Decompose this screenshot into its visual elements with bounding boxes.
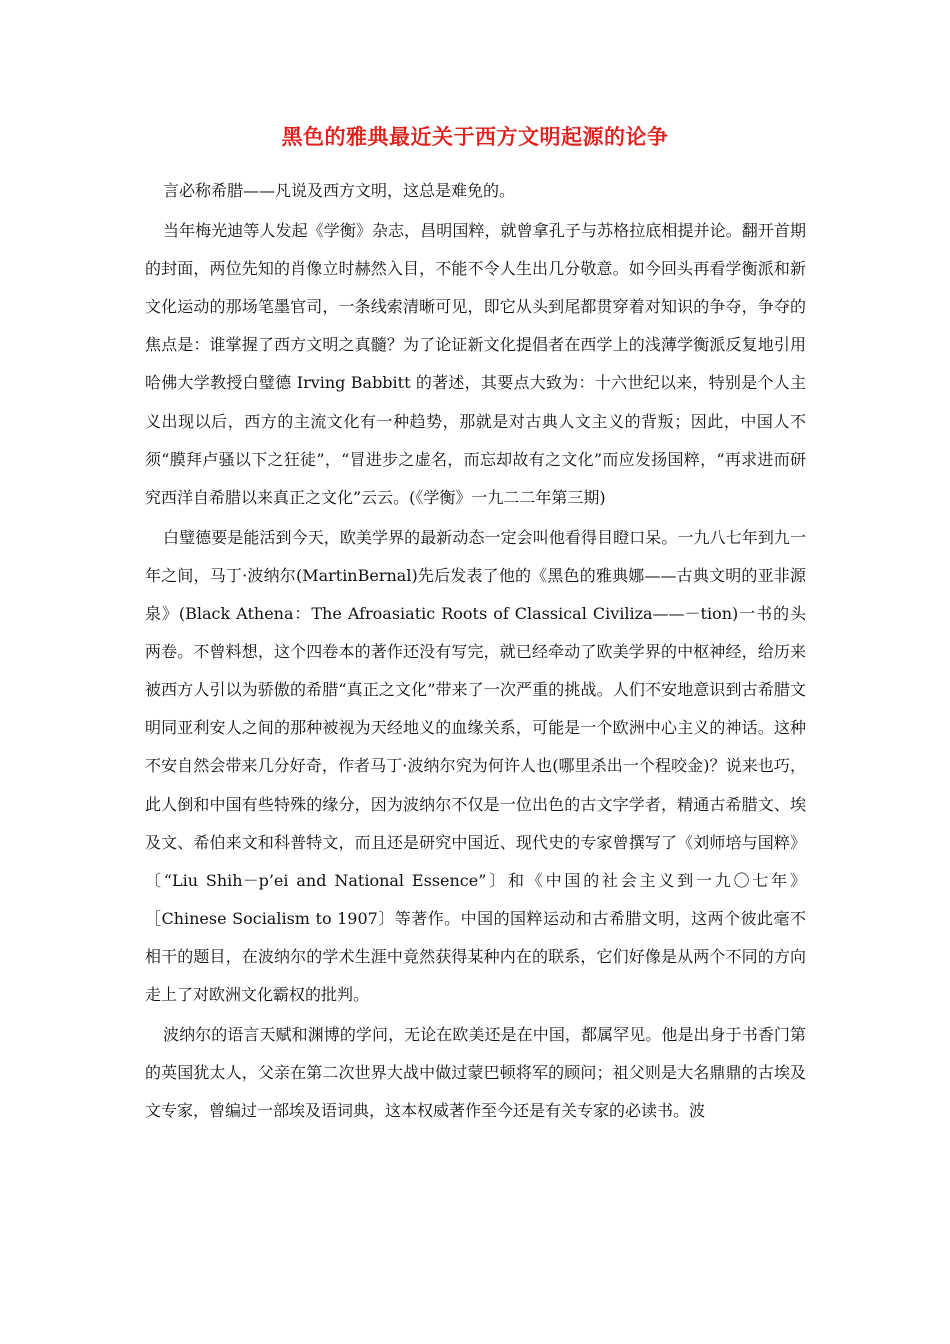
paragraph: 白璧德要是能活到今天，欧美学界的最新动态一定会叫他看得目瞪口呆。一九八七年到九一年之间，马丁·波纳尔(MartinBernal)先后发表了他的《黑色的雅典娜——古典文明的亚非源泉》(Black Athena：The Afroasiatic Roots of Classical Civiliza——－tion)一书的头两卷。不曾料想，这个四卷本的著作还没有写完，就已经牵动了欧美学界的中枢神经，给历来被西方人引以为骄傲的希腊“真正之文化”带来了一次严重的挑战。人们不安地意识到古希腊文明同亚利安人之间的那种被视为天经地义的血缘关系，可能是一个欧洲中心主义的神话。这种不安自然会带来几分好奇，作者马丁·波纳尔究为何许人也(哪里杀出一个程咬金)？说来也巧，此人倒和中国有些特殊的缘分，因为波纳尔不仅是一位出色的古文字学者，精通古希腊文、埃及文、希伯来文和科普特文，而且还是研究中国近、现代史的专家曾撰写了《刘师培与国粹》〔“Liu Shih－p’ei and National Essence”〕和《中国的社会主义到一九〇七年》［Chinese Socialism to 1907〕等著作。中国的国粹运动和古希腊文明，这两个彼此毫不相干的题目，在波纳尔的学术生涯中竟然获得某种内在的联系，它们好像是从两个不同的方向走上了对欧洲文化霸权的批判。 — [145, 527, 806, 1004]
paragraph: 波纳尔的语言天赋和渊博的学问，无论在欧美还是在中国，都属罕见。他是出身于书香门第的英国犹太人，父亲在第二次世界大战中做过蒙巴顿将军的顾问；祖父则是大名鼎鼎的古埃及文专家，曾编过一部埃及语词典，这本权威著作至今还是有关专家的必读书。波 — [145, 1025, 806, 1121]
paragraph: 言必称希腊——凡说及西方文明，这总是难免的。 — [163, 181, 516, 200]
document-body — [145, 172, 806, 1132]
document-title: 黑色的雅典最近关于西方文明起源的论争 — [281, 124, 669, 149]
paragraph: 当年梅光迪等人发起《学衡》杂志，昌明国粹，就曾拿孔子与苏格拉底相提并论。翻开首期的封面，两位先知的肖像立时赫然入目，不能不令人生出几分敬意。如今回头再看学衡派和新文化运动的那场笔墨官司，一条线索清晰可见，即它从头到尾都贯穿着对知识的争夺，争夺的焦点是：谁掌握了西方文明之真髓？为了论证新文化提倡者在西学上的浅薄学衡派反复地引用哈佛大学教授白璧德 Irving Babbitt 的著述，其要点大致为：十六世纪以来，特别是个人主义出现以后，西方的主流文化有一种趋势，那就是对古典人文主义的背叛；因此，中国人不须“膜拜卢骚以下之狂徒”，“冒进步之虚名，而忘却故有之文化”而应发扬国粹，“再求进而研究西洋自希腊以来真正之文化”云云。(《学衡》一九二二年第三期) — [145, 221, 806, 507]
